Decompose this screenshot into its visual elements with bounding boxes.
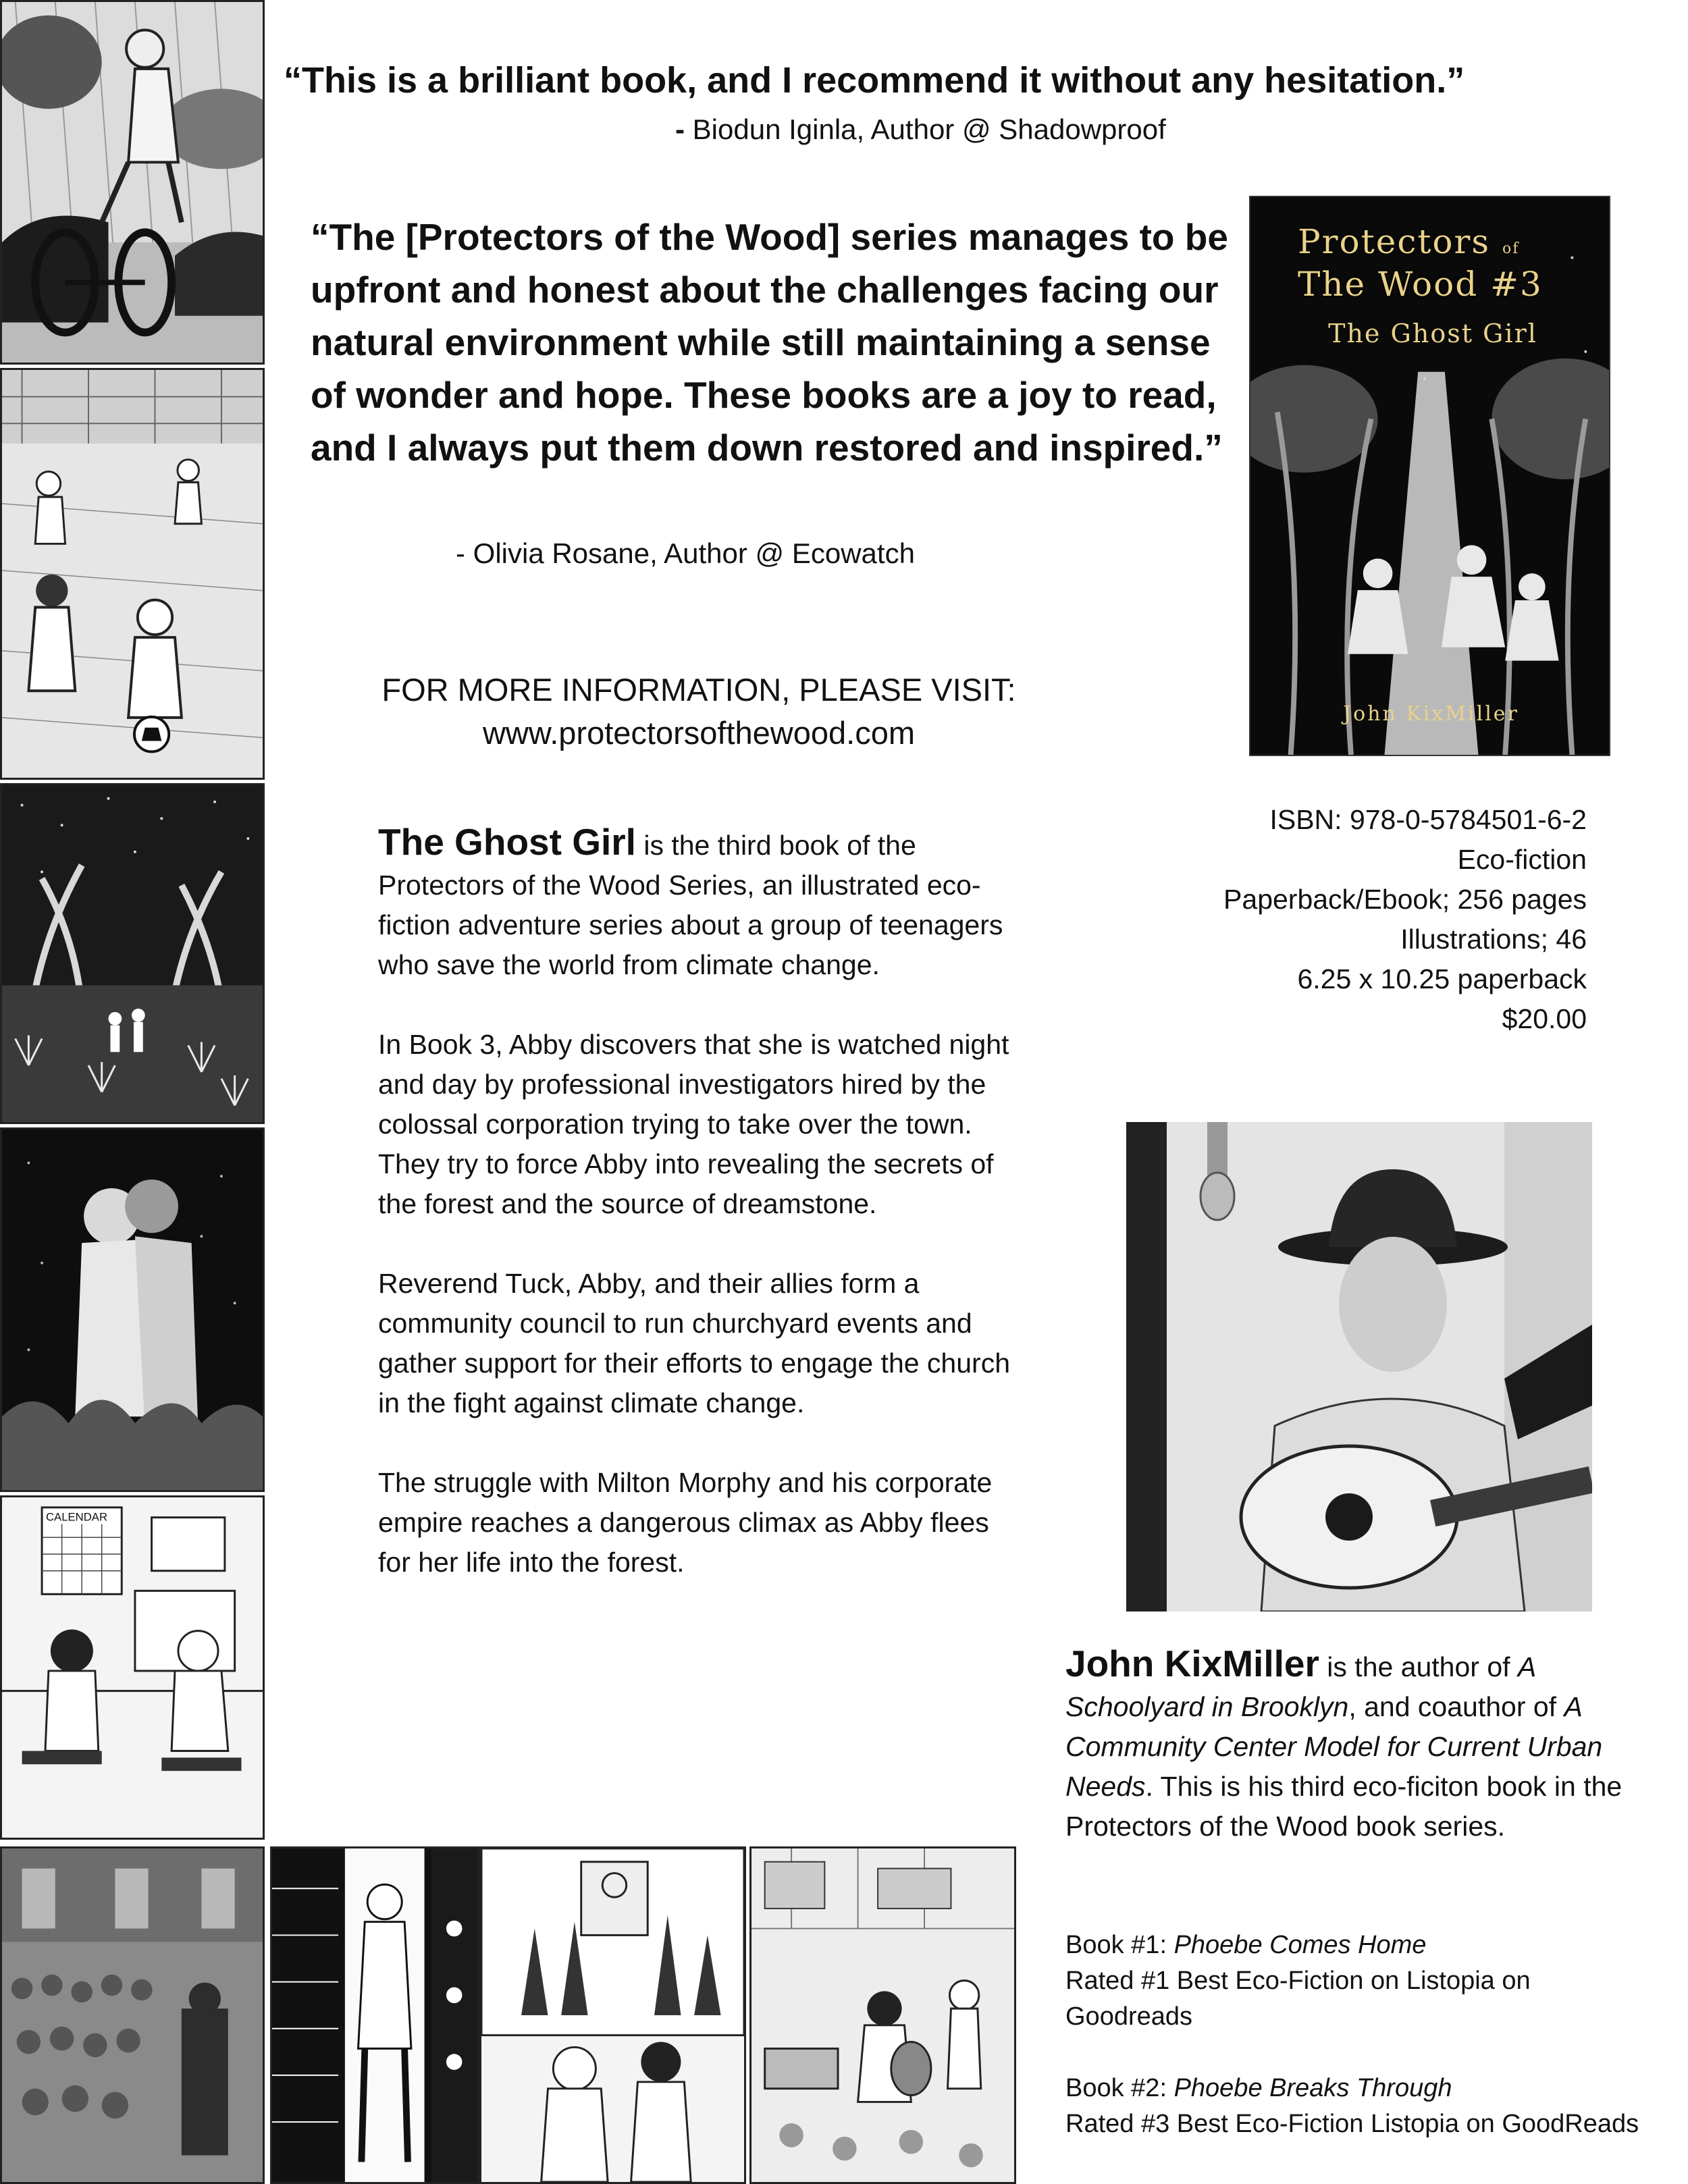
attribution-name: Biodun Iginla, Author @ Shadowproof [685,113,1166,145]
cover-title-of: of [1502,240,1520,257]
description-paragraph-1 [378,822,1013,985]
book-description [378,822,1013,1622]
visit-heading: FOR MORE INFORMATION, PLEASE VISIT: [381,672,1016,708]
illustration-busy-room [749,1846,1016,2184]
book-specs [1114,800,1587,1039]
cover-title-line1: Protectors [1298,222,1491,261]
spec-format: Paperback/Ebook; 256 pages [1223,884,1587,915]
quote-biodun: “This is a brilliant book, and I recommend it without any hesitation.” [284,60,1465,101]
description-paragraph-3: Reverend Tuck, Abby, and their allies form a community council to run churchyard events and gather support for their efforts to engage the church in the fight against climate change. [378,1268,1010,1418]
book-2-entry [1065,2071,1660,2142]
description-paragraph-2: In Book 3, Abby discovers that she is watched night and day by professional investigators hired by the colossal corporation trying to take over the town. They try to force Abby into revealing the secrets of the forest and the source of dreamstone. [378,1029,1009,1219]
illustration-church-gathering [0,1846,265,2184]
author-name: John KixMiller [1065,1643,1319,1684]
book-1-title: Phoebe Comes Home [1173,1931,1427,1959]
spec-isbn: ISBN: 978-0-5784501-6-2 [1269,804,1587,835]
book-1-rating: Rated #1 Best Eco-Fiction on Listopia on Goodreads [1065,1967,1531,2031]
author-book-a: A Schoolyard in Brooklyn [1065,1651,1535,1722]
illustration-kids-playing-soccer [0,368,265,780]
book-2-title: Phoebe Breaks Through [1173,2074,1452,2102]
illustration-boy-in-doorway [270,1846,479,2184]
website-link[interactable]: www.protectorsofthewood.com [482,715,915,751]
visit-block [311,668,1087,755]
quote-olivia: “The [Protectors of the Wood] series manages to be upfront and honest about the challenges facing our natural environment while still maintaining a sense of wonder and hope. These books are a joy to read, and I always put them down restored and inspired.” [311,216,1228,469]
book-1-entry [1065,1927,1660,2035]
book-cover [1249,196,1610,756]
calendar-label: CALENDAR [45,1510,108,1524]
quote-biodun-attribution [675,113,1166,146]
cover-subtitle: The Ghost Girl [1328,319,1537,348]
author-book-b: A Community Center Model for Current Urban Needs [1065,1691,1603,1802]
spec-genre: Eco-fiction [1457,844,1587,875]
book-1-label: Book #1: [1065,1931,1174,1959]
author-photo [1126,1122,1592,1612]
illustration-night-forest [0,783,265,1124]
cover-title-line2: The Wood #3 [1298,265,1543,304]
spec-size: 6.25 x 10.25 paperback [1297,963,1587,994]
book-2-label: Book #2: [1065,2074,1174,2102]
description-p1-text: is the third book of the Protectors of the Wood Series, an illustrated eco-fiction adventure series about a group of teenagers who save the world from climate change. [378,830,1003,980]
spec-price: $20.00 [1502,1003,1587,1034]
previous-books [1065,1927,1660,2178]
illustration-couple-embracing [0,1127,265,1492]
attribution-dash: - [675,113,685,145]
book-title: The Ghost Girl [378,821,636,863]
illustration-girls-at-window [479,1846,746,2184]
spec-illustrations: Illustrations; 46 [1400,924,1587,955]
author-bio [1065,1644,1660,1846]
description-paragraph-4: The struggle with Milton Morphy and his corporate empire reaches a dangerous climax as Abby flees for her life into the forest. [378,1467,993,1578]
cover-title [1298,224,1581,302]
cover-author: John KixMiller [1343,702,1519,726]
illustration-girl-on-bicycle [0,0,265,365]
quote-olivia-attribution: - Olivia Rosane, Author @ Ecowatch [456,537,915,569]
illustration-classroom-calendar [0,1495,265,1840]
author-bio-t1: is the author of [1319,1651,1518,1682]
author-bio-t3: . This is his third eco-ficiton book in the Protectors of the Wood book series. [1065,1771,1623,1842]
author-bio-t2: , and coauthor of [1348,1691,1564,1722]
book-2-rating: Rated #3 Best Eco-Fiction Listopia on GoodReads [1065,2110,1639,2138]
